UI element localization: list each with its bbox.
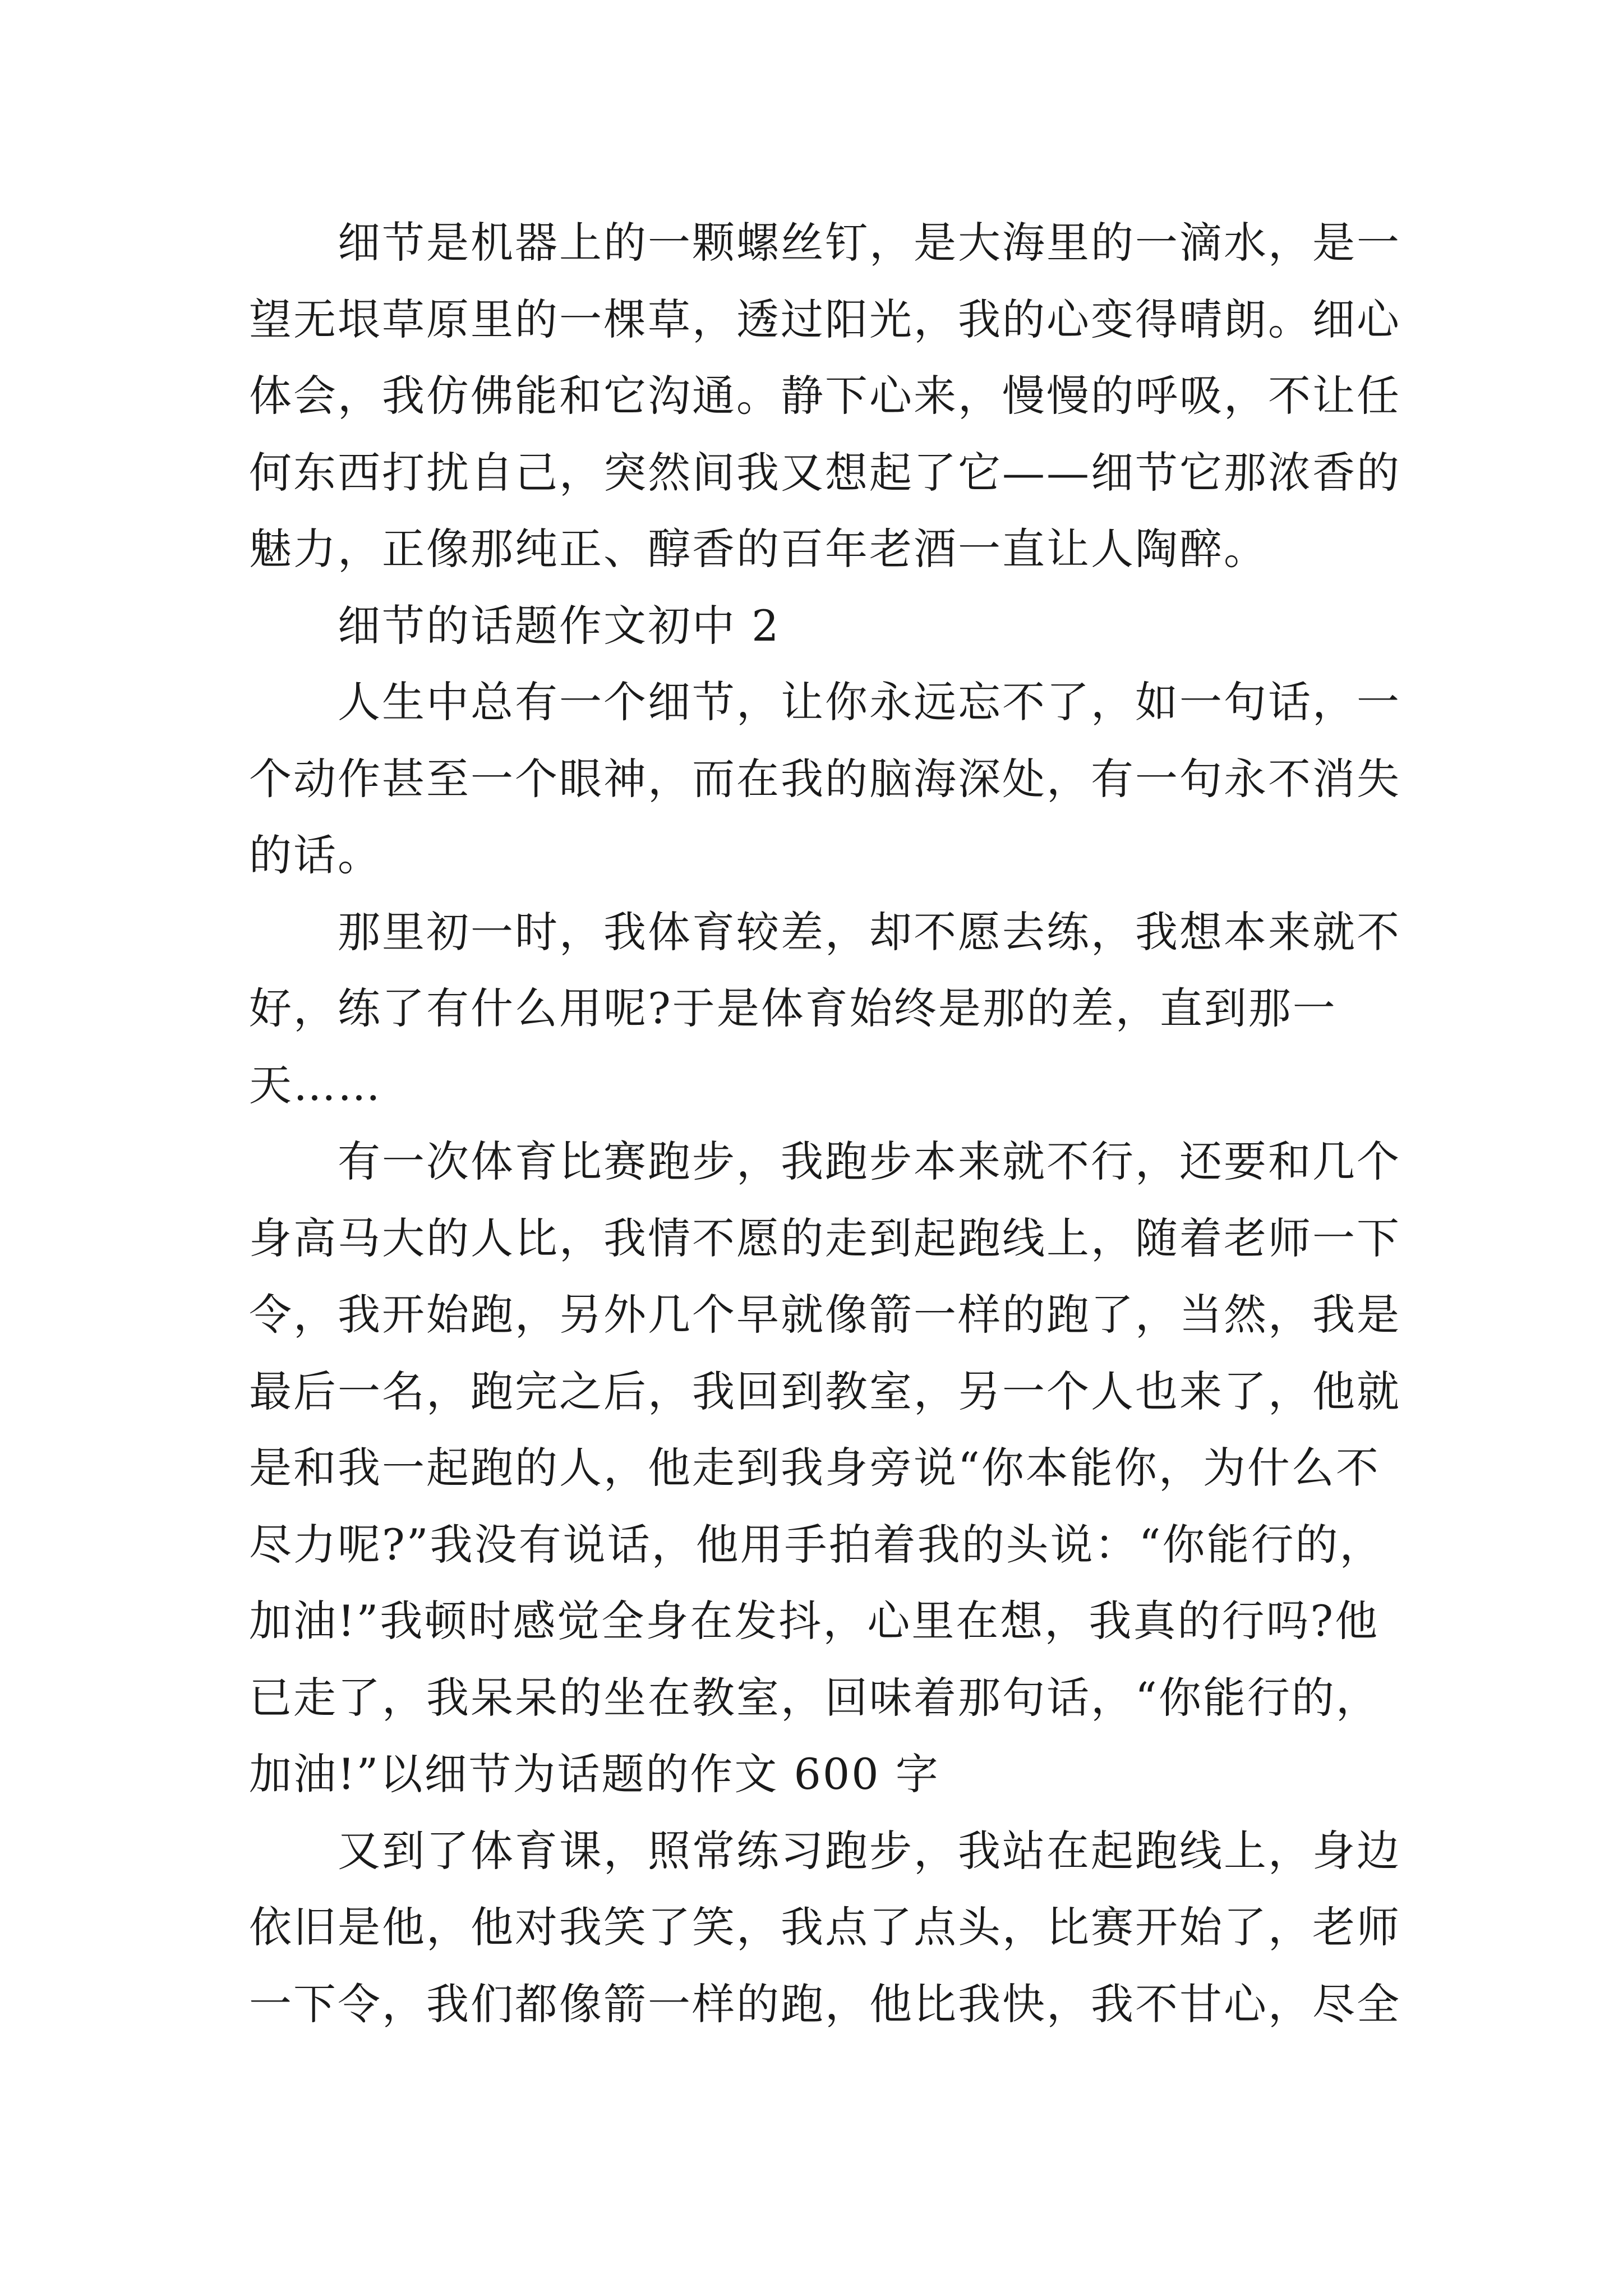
- text-line: 依旧是他，他对我笑了笑，我点了点头，比赛开始了，老师: [249, 1902, 1401, 1952]
- text-line: 尽力呢?”我没有说话，他用手拍着我的头说：“你能行的，: [249, 1519, 1384, 1570]
- text-line: 的话。: [249, 830, 382, 880]
- text-line: 加油!”我顿时感觉全身在发抖，心里在想，我真的行吗?他: [249, 1596, 1380, 1646]
- text-line: 望无垠草原里的一棵草，透过阳光，我的心变得晴朗。细心: [249, 294, 1401, 344]
- text-line: 一下令，我们都像箭一样的跑，他比我快，我不甘心，尽全: [249, 1978, 1401, 2029]
- text-line: 是和我一起跑的人，他走到我身旁说“你本能你，为什么不: [249, 1443, 1380, 1493]
- text-line: 细节是机器上的一颗螺丝钉，是大海里的一滴水，是一: [338, 218, 1401, 268]
- text-line: 那里初一时，我体育较差，却不愿去练，我想本来就不: [338, 907, 1401, 957]
- text-line: 身高马大的人比，我情不愿的走到起跑线上，随着老师一下: [249, 1213, 1401, 1263]
- text-line: 天……: [249, 1060, 382, 1110]
- text-line: 魅力，正像那纯正、醇香的百年老酒一直让人陶醉。: [249, 524, 1268, 574]
- text-line: 已走了，我呆呆的坐在教室，回味着那句话，“你能行的，: [249, 1672, 1380, 1723]
- text-line: 好，练了有什么用呢?于是体育始终是那的差，直到那一: [249, 983, 1337, 1033]
- text-line: 个动作甚至一个眼神，而在我的脑海深处，有一句永不消失: [249, 753, 1401, 804]
- text-line: 体会，我仿佛能和它沟通。静下心来，慢慢的呼吸，不让任: [249, 371, 1401, 421]
- essay-text: [249, 205, 1401, 2042]
- text-line: 令，我开始跑，另外几个早就像箭一样的跑了，当然，我是: [249, 1290, 1401, 1340]
- text-line: 细节的话题作文初中 2: [338, 600, 781, 651]
- text-line: 人生中总有一个细节，让你永远忘不了，如一句话，一: [338, 677, 1401, 727]
- text-line: 最后一名，跑完之后，我回到教室，另一个人也来了，他就: [249, 1366, 1401, 1416]
- text-line: 何东西打扰自己，突然间我又想起了它——细节它那浓香的: [249, 447, 1401, 498]
- text-line: 又到了体育课，照常练习跑步，我站在起跑线上，身边: [338, 1825, 1401, 1876]
- text-line: 加油!”以细节为话题的作文 600 字: [249, 1749, 940, 1799]
- text-line: 有一次体育比赛跑步，我跑步本来就不行，还要和几个: [338, 1137, 1401, 1186]
